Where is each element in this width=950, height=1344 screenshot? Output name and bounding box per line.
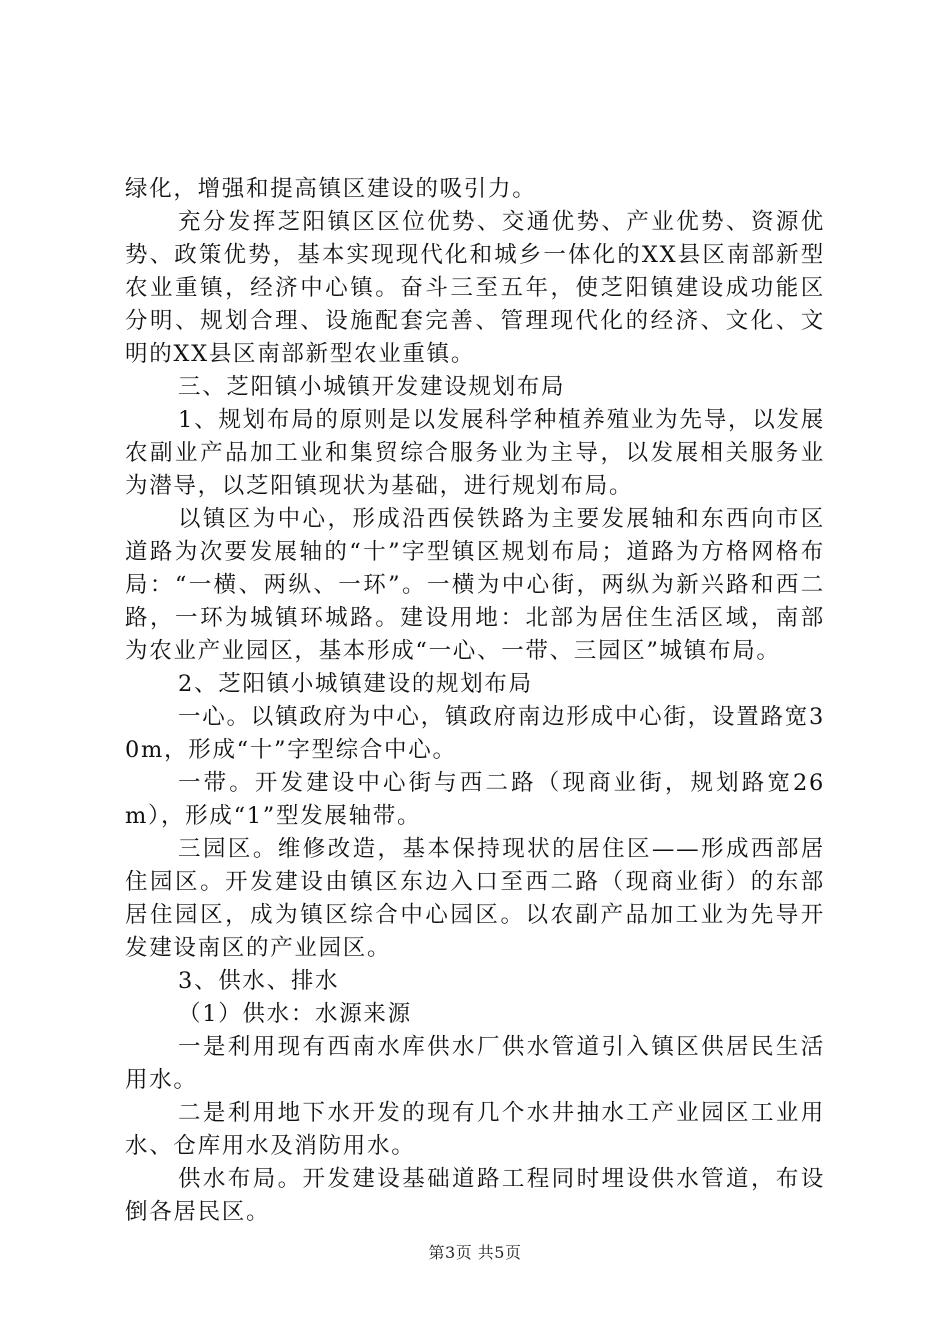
paragraph-5: 以镇区为中心，形成沿西侯铁路为主要发展轴和东西向市区道路为次要发展轴的“十”字型镇区规划布局；道路为方格网格布局：“一横、两纵、一环”。一横为中心街，两纵为新兴路和西二路，一环为城镇环城路。建设用地：北部为居住生活区域，南部为农业产业园区，基本形成“一心、一带、三园区”城镇布局。 bbox=[125, 506, 825, 664]
subheading-water-supply: （1）供水：水源来源 bbox=[178, 1001, 412, 1027]
paragraph-14: 供水布局。开发建设基础道路工程同时埋设供水管道，布设倒各居民区。 bbox=[125, 1166, 825, 1225]
paragraph-2: 充分发挥芝阳镇区区位优势、交通优势、产业优势、资源优势、政策优势，基本实现现代化和城乡一体化的XX县区南部新型农业重镇，经济中心镇。奋斗三至五年，使芝阳镇建设成功能区分明、规划合理、设施配套完善、管理现代化的经济、文化、文明的XX县区南部新型农业重镇。 bbox=[125, 209, 825, 367]
paragraph-8: 一带。开发建设中心街与西二路（现商业街，规划路宽26m），形成“1”型发展轴带。 bbox=[125, 770, 825, 829]
paragraph-12: 一是利用现有西南水库供水厂供水管道引入镇区供居民生活用水。 bbox=[125, 1034, 825, 1093]
document-body bbox=[125, 173, 825, 1229]
section-heading-3: 三、芝阳镇小城镇开发建设规划布局 bbox=[178, 374, 566, 400]
paragraph-9: 三园区。维修改造，基本保持现状的居住区——形成西部居住园区。开发建设由镇区东边入口至西二路（现商业街）的东部居住园区，成为镇区综合中心园区。以农副产品加工业为先导开发建设南区的产业园区。 bbox=[125, 836, 825, 961]
subheading-3: 3、供水、排水 bbox=[178, 968, 340, 994]
paragraph-4: 1、规划布局的原则是以发展科学种植养殖业为先导，以发展农副业产品加工业和集贸综合服务业为主导，以发展相关服务业为潜导，以芝阳镇现状为基础，进行规划布局。 bbox=[125, 407, 825, 499]
paragraph-13: 二是利用地下水开发的现有几个水井抽水工产业园区工业用水、仓库用水及消防用水。 bbox=[125, 1100, 825, 1159]
page-footer: 第3页 共5页 bbox=[428, 1243, 522, 1262]
paragraph-7: 一心。以镇政府为中心，镇政府南边形成中心街，设置路宽30m，形成“十”字型综合中心。 bbox=[125, 704, 825, 763]
paragraph-1: 绿化，增强和提高镇区建设的吸引力。 bbox=[125, 176, 537, 202]
subheading-2: 2、芝阳镇小城镇建设的规划布局 bbox=[178, 671, 533, 697]
